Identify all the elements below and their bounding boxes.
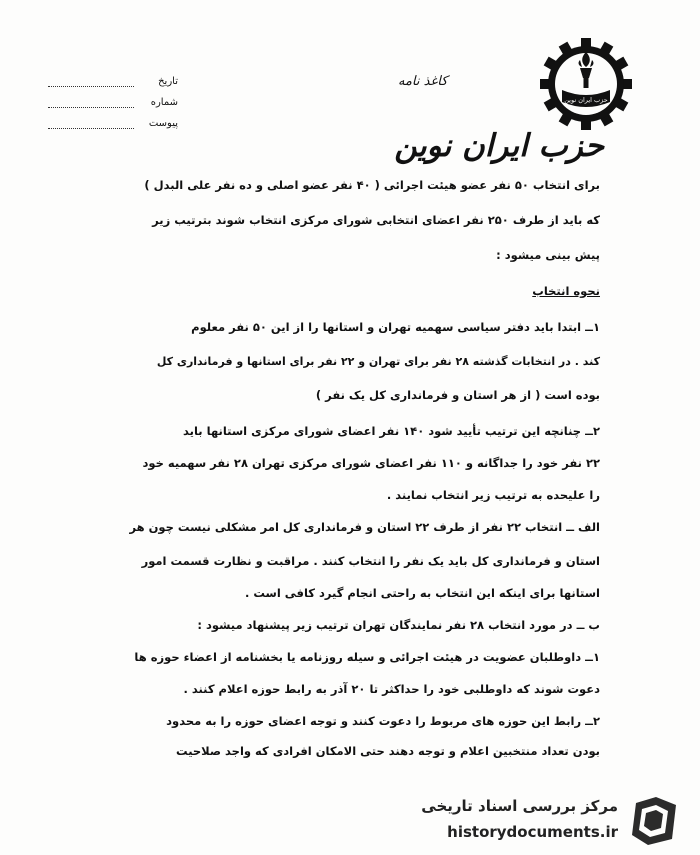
letter-meta-fields [48,66,178,129]
body-line-6: بوده است ( از هر استان و فرمانداری کل یک نفر ) [315,388,600,402]
party-name-heading: حزب ایران نوین [394,128,604,164]
party-logo-icon [540,38,632,130]
body-line-13: ب ــ در مورد انتخاب ۲۸ نفر نمایندگان تهران ترتیب زیر پیشنهاد میشود : [197,618,600,632]
letterhead-label: کاغذ نامه [398,74,448,89]
body-line-16: ۲ــ رابط این حوزه های مربوط را دعوت کنند و توجه اعضای حوزه را به محدود [166,714,600,728]
attachment-field [48,108,178,129]
body-line-7: ۲ــ چنانچه این ترتیب تأیید شود ۱۴۰ نفر اعضای شورای مرکزی استانها باید [183,424,600,438]
date-field [48,66,178,87]
number-label: شماره [150,97,178,108]
body-line-5: کند . در انتخابات گذشته ۲۸ نفر برای تهران و ۲۲ نفر برای استانها و فرمانداری کل [156,355,600,368]
date-dotted-line [48,74,134,87]
body-line-9: را علیحده به ترتیب زیر انتخاب نمایند . [386,488,600,502]
archive-watermark [396,793,686,849]
body-line-4: ۱ــ ابتدا باید دفتر سیاسی سهمیه تهران و استانها را از این ۵۰ نفر معلوم [191,320,600,334]
body-line-1: برای انتخاب ۵۰ نفر عضو هیئت اجرائی ( ۴۰ نفر عضو اصلی و ده نفر علی البدل ) [144,178,600,192]
body-line-12: استانها برای اینکه این انتخاب به راحتی انجام گیرد کافی است . [245,586,600,600]
number-field [48,87,178,108]
section-heading: نحوه انتخاب [532,284,600,298]
logo-banner-text: حزب ایران نوین [564,96,608,104]
body-line-10: الف ــ انتخاب ۲۲ نفر از طرف ۲۲ استان و فرمانداری کل امر مشکلی نیست چون هر [129,520,600,534]
body-line-15: دعوت شوند که داوطلبی خود را حداکثر تا ۲۰ آذر به رابط حوزه اعلام کنند . [183,682,600,696]
attachment-label: پیوست [148,118,178,129]
archive-logo-icon [626,795,682,847]
body-line-14: ۱ــ داوطلبان عضویت در هیئت اجرائی و سیله روزنامه یا بخشنامه از اعضاء حوزه ها [134,650,600,664]
watermark-title: مرکز بررسی اسناد تاریخی [421,797,618,815]
attachment-dotted-line [48,116,134,129]
number-dotted-line [48,95,134,108]
date-label: تاریخ [158,76,178,87]
body-line-2: که باید از طرف ۲۵۰ نفر اعضای انتخابی شورای مرکزی انتخاب شوند بترتیب زیر [152,213,600,227]
watermark-url: historydocuments.ir [447,823,618,841]
body-line-17: بودن تعداد منتخبین اعلام و توجه دهند حتی الامکان افرادی که واجد صلاحیت [176,744,600,758]
body-line-8: ۲۲ نفر خود را جداگانه و ۱۱۰ نفر اعضای شورای مرکزی تهران ۲۸ نفر سهمیه خود [142,456,600,470]
body-line-3: پیش بینی میشود : [496,248,600,262]
body-line-11: استان و فرمانداری کل باید یک نفر را انتخاب کنند . مراقبت و نظارت قسمت امور [141,554,600,568]
